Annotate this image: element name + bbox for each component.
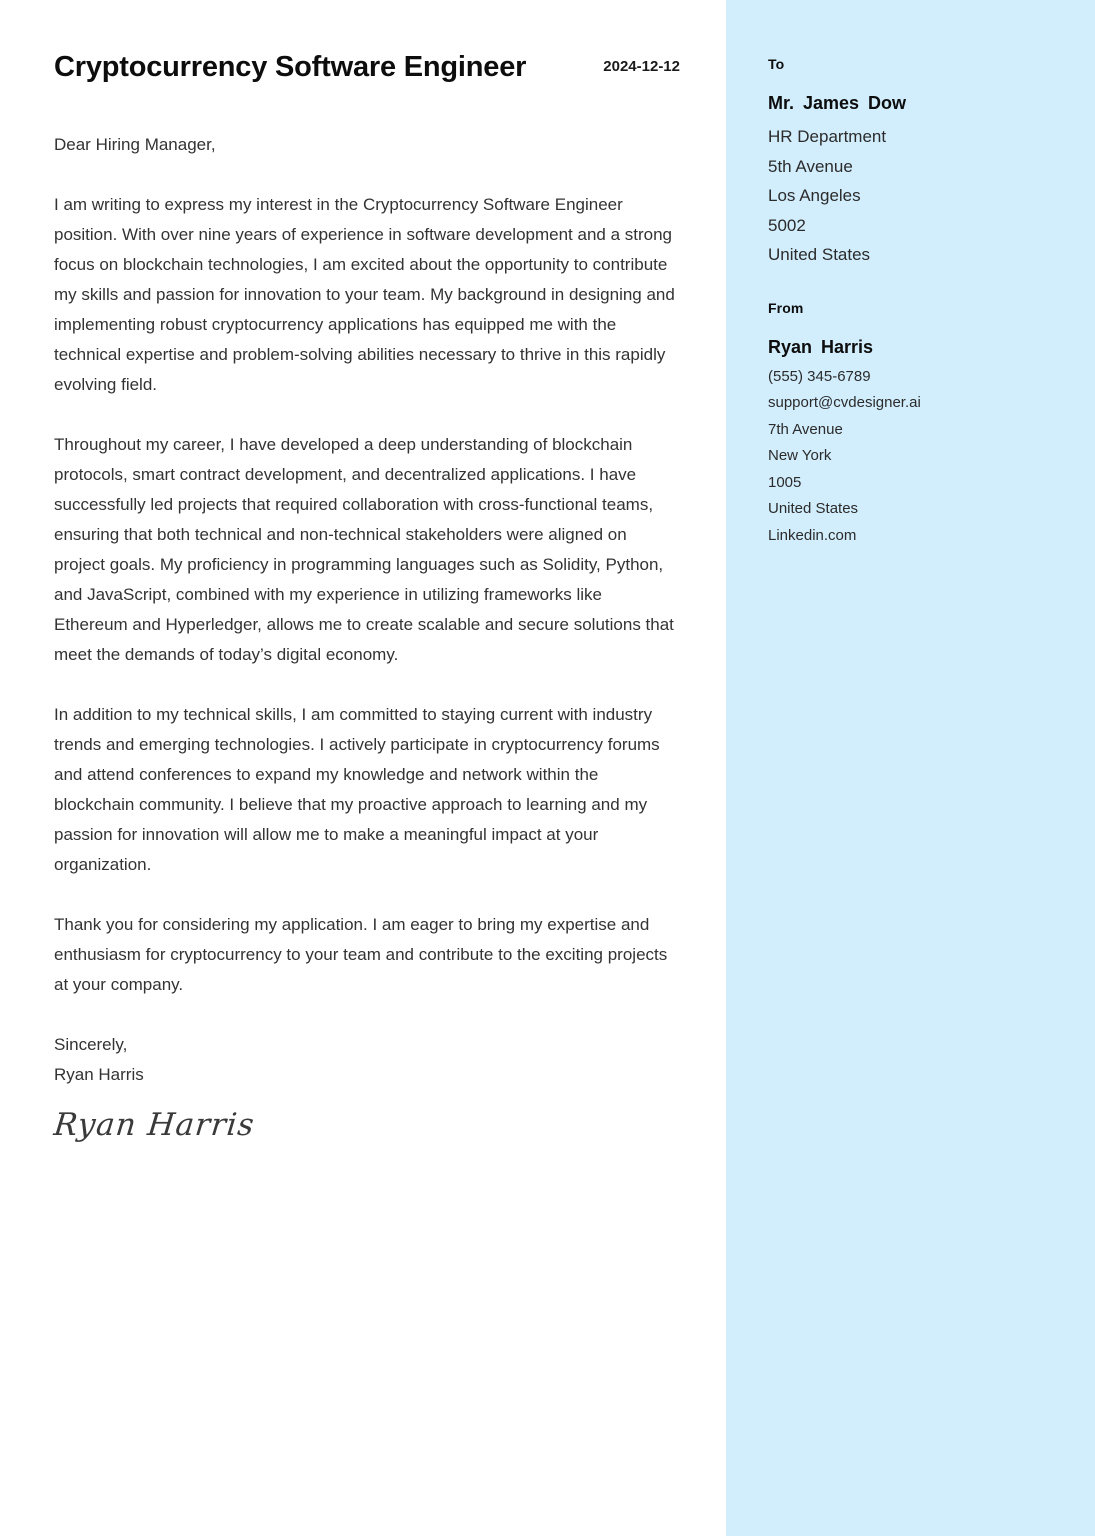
recipient-line: 5th Avenue [768,156,853,176]
body-paragraph-4: Thank you for considering my application. I am eager to bring my expertise and enthusiasm for cryptocurrency to your team and contribute to the exciting projects at your company. [54,914,668,994]
sender-phone: (555) 345-6789 [768,367,871,385]
closing-salutation: Sincerely, [54,1034,128,1054]
handwritten-signature: Ryan Harris [52,1106,257,1143]
recipient-name: Mr. James Dow [768,93,907,113]
sender-block [768,300,1095,550]
sender-line: New York [768,447,832,465]
recipient-heading: To [768,56,785,72]
closing-block [54,1030,680,1090]
recipient-line: Los Angeles [768,186,861,206]
salutation: Dear Hiring Manager, [54,134,216,154]
sender-line: 1005 [768,473,802,491]
page-title: Cryptocurrency Software Engineer [54,51,527,83]
recipient-line: HR Department [768,127,887,147]
recipient-block [768,56,1095,270]
sender-line: 7th Avenue [768,420,843,438]
sender-email: support@cvdesigner.ai [768,394,921,412]
sender-name: Ryan Harris [768,336,874,357]
letter-date: 2024-12-12 [603,58,680,75]
recipient-line: United States [768,245,871,265]
letter-header [54,52,680,84]
sender-linkedin: Linkedin.com [768,526,857,544]
body-paragraph-3: In addition to my technical skills, I am committed to staying current with industry trends and emerging technologies. I actively participate in cryptocurrency forums and attend conferences to expand my knowledge and network within the blockchain community. I believe that my proactive approach to learning and my passion for innovation will allow me to make a meaningful impact at your organization. [54,704,660,874]
sender-heading: From [768,299,804,316]
sender-line: United States [768,500,859,518]
address-sidebar [726,0,1095,1536]
body-paragraph-2: Throughout my career, I have developed a deep understanding of blockchain protocols, smart contract development, and decentralized applications. I have successfully led projects that required collaboration with cross-functional teams, ensuring that both technical and non-technical stakeholders were aligned on project goals. My proficiency in programming languages such as Solidity, Python, and JavaScript, combined with my experience in utilizing frameworks like Ethereum and Hyperledger, allows me to create scalable and secure solutions that meet the demands of today’s digital economy. [54,434,674,664]
body-paragraph-1: I am writing to express my interest in the Cryptocurrency Software Engineer position. With over nine years of experience in software development and a strong focus on blockchain technologies, I am excited about the opportunity to contribute my skills and passion for innovation to your team. My background in designing and implementing robust cryptocurrency applications has equipped me with the technical expertise and problem-solving abilities necessary to thrive in this rapidly evolving field. [54,194,675,394]
closing-name: Ryan Harris [54,1064,144,1084]
recipient-line: 5002 [768,215,806,235]
